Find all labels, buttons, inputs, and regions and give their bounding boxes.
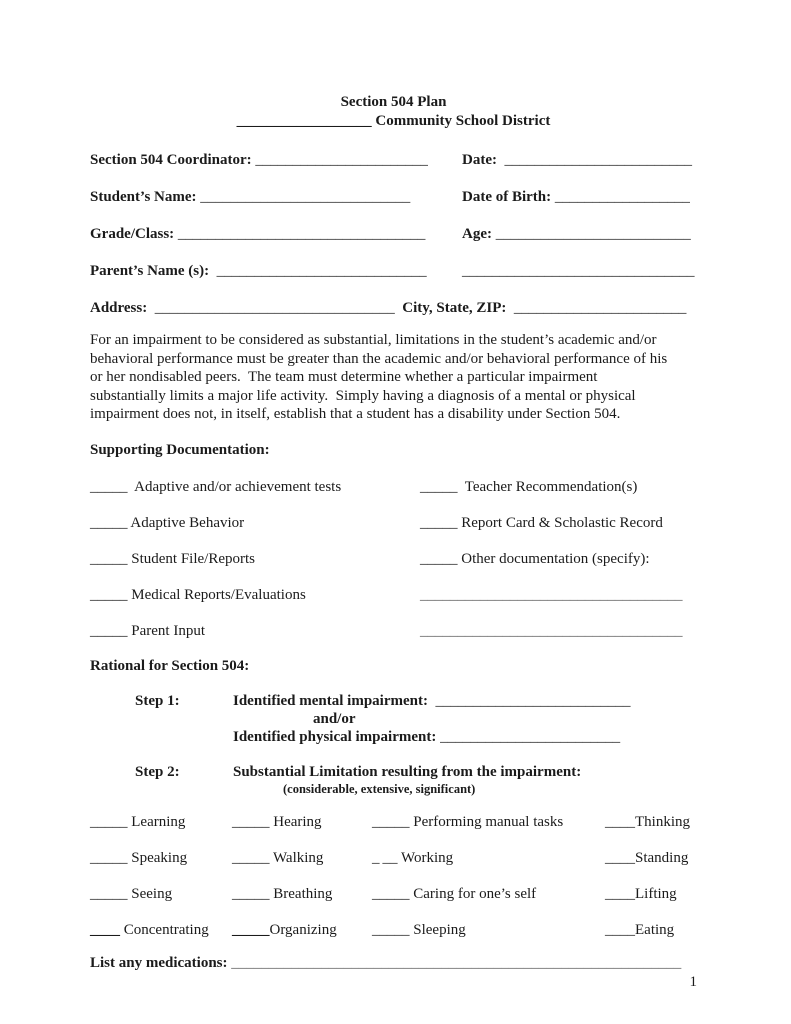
limitation-lifting — [605, 885, 697, 903]
form-row-address — [90, 299, 697, 317]
andor-label: and/or — [313, 710, 356, 727]
limitation-label: Speaking — [127, 849, 188, 866]
writein-blank-field: ___________________________________ — [420, 622, 683, 639]
doc-row-5 — [90, 622, 697, 640]
coordinator-label: Section 504 Coordinator: — [90, 152, 256, 168]
step2-label: Step 2: — [135, 763, 180, 780]
limitation-concentrating — [90, 921, 232, 939]
checkbox-blank-field: _____ — [90, 849, 128, 866]
doc-item-other-documentation — [420, 550, 697, 568]
form-row-coordinator-date — [90, 151, 697, 169]
limitation-label: Concentrating — [120, 921, 209, 938]
step2-body — [233, 763, 697, 798]
limitations-row-2 — [90, 849, 697, 867]
limitation-working — [372, 849, 605, 867]
checkbox-blank-field: _____ — [232, 849, 270, 866]
paragraph-line: or her nondisabled peers. The team must determine whether a particular impairment — [90, 369, 598, 385]
doc-item-adaptive-behavior — [90, 514, 420, 532]
citystatezip-label: City, State, ZIP: — [394, 300, 514, 316]
doc-item-label: Medical Reports/Evaluations — [127, 586, 306, 603]
parents-name-label: Parent’s Name (s): — [90, 263, 217, 279]
limitation-performing-manual-tasks — [372, 813, 605, 831]
doc-row-3 — [90, 550, 697, 568]
checkbox-blank-field: _____ — [420, 478, 458, 495]
limitation-label: Walking — [269, 849, 324, 866]
paragraph-line: For an impairment to be considered as substantial, limitations in the student’s academic and/or — [90, 332, 657, 348]
limitation-label: Standing — [635, 849, 689, 866]
limitations-row-3 — [90, 885, 697, 903]
checkbox-blank-field: _____ — [232, 921, 270, 938]
limitation-label: Learning — [127, 813, 186, 830]
doc-item-label: Student File/Reports — [127, 550, 255, 567]
limitation-thinking — [605, 813, 697, 831]
medications-blank-field: ____________________________________________________________ — [231, 954, 682, 971]
date-blank-field: _________________________ — [504, 152, 692, 168]
doc-item-label: Adaptive Behavior — [127, 514, 245, 531]
dob-blank-field: __________________ — [554, 189, 690, 205]
doc-item-adaptive-tests — [90, 478, 420, 496]
checkbox-blank-field: _____ — [420, 514, 458, 531]
limitation-label: Breathing — [269, 885, 333, 902]
step1-block — [90, 692, 697, 746]
checkbox-blank-field: ____ — [605, 849, 635, 866]
substantial-limitation-subnote: (considerable, extensive, significant) — [283, 781, 476, 796]
checkbox-blank-field: _____ — [90, 813, 128, 830]
checkbox-blank-field: _____ — [372, 885, 410, 902]
step1-label: Step 1: — [135, 692, 180, 709]
doc-item-label: Other documentation (specify): — [457, 550, 650, 567]
physical-impairment-line — [233, 728, 697, 746]
parents-name-cell — [90, 262, 462, 280]
limitation-label: Caring for one’s self — [409, 885, 537, 902]
limitation-hearing — [232, 813, 372, 831]
mental-impairment-blank-field: __________________________ — [435, 692, 631, 709]
grade-blank-field: _________________________________ — [177, 226, 426, 242]
physical-impairment-blank-field: ________________________ — [440, 728, 621, 745]
title-block — [90, 93, 697, 130]
checkbox-blank-field: _____ — [420, 550, 458, 567]
paragraph-line: behavioral performance must be greater than the academic and/or behavioral performance of his — [90, 350, 668, 367]
limitation-caring-for-ones-self — [372, 885, 605, 903]
checkbox-blank-field: ____ — [605, 885, 635, 902]
step2-block — [90, 763, 697, 798]
page-number: 1 — [689, 973, 697, 990]
doc-row-2 — [90, 514, 697, 532]
limitations-row-1 — [90, 813, 697, 831]
limitation-label: Eating — [635, 921, 675, 938]
grade-label: Grade/Class: — [90, 226, 178, 242]
age-blank-field: __________________________ — [495, 226, 691, 242]
limitation-learning — [90, 813, 232, 831]
coordinator-blank-field: _______________________ — [255, 152, 428, 168]
limitation-walking — [232, 849, 372, 867]
checkbox-blank-field: _____ — [90, 550, 128, 567]
limitation-organizing — [232, 921, 372, 939]
date-cell — [462, 151, 697, 169]
limitation-speaking — [90, 849, 232, 867]
checkbox-blank-field: _____ — [90, 478, 128, 495]
doc-item-student-file — [90, 550, 420, 568]
doc-item-report-card — [420, 514, 697, 532]
checkbox-blank-field: _____ — [90, 586, 128, 603]
checkbox-blank-field: _____ — [372, 921, 410, 938]
parents-name-blank-field: ____________________________ — [216, 263, 427, 279]
checkbox-blank-field: _____ — [90, 622, 128, 639]
age-label: Age: — [462, 226, 496, 242]
district-line — [90, 112, 697, 130]
limitation-eating — [605, 921, 697, 939]
mental-impairment-label: Identified mental impairment: — [233, 692, 436, 709]
checkbox-blank-field: _ __ — [372, 849, 398, 866]
address-blank-field: ________________________________ — [154, 300, 395, 316]
doc-title: Section 504 Plan — [340, 94, 447, 110]
doc-item-label: Adaptive and/or achievement tests — [127, 478, 342, 495]
age-cell — [462, 225, 697, 243]
dob-cell — [462, 188, 697, 206]
limitations-row-4 — [90, 921, 697, 939]
date-label: Date: — [462, 152, 505, 168]
limitation-label: Hearing — [269, 813, 322, 830]
other-doc-writein-line-1 — [420, 586, 697, 604]
limitation-standing — [605, 849, 697, 867]
doc-item-teacher-recommendation — [420, 478, 697, 496]
doc-item-medical-reports — [90, 586, 420, 604]
limitation-label: Performing manual tasks — [409, 813, 564, 830]
citystatezip-blank-field: _______________________ — [513, 300, 687, 316]
limitation-label: Seeing — [127, 885, 173, 902]
limitation-label: Sleeping — [409, 921, 466, 938]
paragraph-line: impairment does not, in itself, establish that a student has a disability under Section 504. — [90, 406, 621, 422]
student-name-label: Student’s Name: — [90, 189, 201, 205]
limitation-sleeping — [372, 921, 605, 939]
grade-cell — [90, 225, 462, 243]
checkbox-blank-field: ____ — [605, 921, 635, 938]
checkbox-blank-field: _____ — [90, 514, 128, 531]
limitation-label: Working — [397, 849, 454, 866]
checkbox-blank-field: _____ — [372, 813, 410, 830]
doc-item-label: Report Card & Scholastic Record — [457, 514, 663, 531]
doc-item-parent-input — [90, 622, 420, 640]
physical-impairment-label: Identified physical impairment: — [233, 728, 441, 745]
doc-item-label: Parent Input — [127, 622, 205, 639]
dob-label: Date of Birth: — [462, 189, 555, 205]
writein-blank-field: ___________________________________ — [420, 586, 683, 603]
form-row-grade-age — [90, 225, 697, 243]
checkbox-blank-field: _____ — [232, 813, 270, 830]
step1-body — [233, 692, 697, 746]
medications-label: List any medications: — [90, 954, 232, 971]
mental-impairment-line — [233, 692, 697, 710]
coordinator-cell — [90, 151, 462, 169]
limitation-label: Lifting — [635, 885, 677, 902]
step1-row — [90, 692, 697, 746]
limitation-breathing — [232, 885, 372, 903]
student-name-blank-field: ____________________________ — [200, 189, 411, 205]
step2-row — [90, 763, 697, 798]
checkbox-blank-field: _____ — [232, 885, 270, 902]
checkbox-blank-field: ____ — [90, 921, 120, 938]
checkbox-blank-field: _____ — [90, 885, 128, 902]
district-label: Community School District — [371, 113, 551, 129]
parents-name2-blank-field: _______________________________ — [462, 263, 695, 279]
doc-item-label: Teacher Recommendation(s) — [457, 478, 638, 495]
medications-row — [90, 954, 697, 972]
other-doc-writein-line-2 — [420, 622, 697, 640]
parents-name2-cell — [462, 262, 697, 280]
address-label: Address: — [90, 300, 155, 316]
substantial-limitation-heading: Substantial Limitation resulting from the impairment: — [233, 763, 582, 780]
student-name-cell — [90, 188, 462, 206]
district-blank-field: __________________ — [236, 113, 372, 129]
doc-row-4 — [90, 586, 697, 604]
limitation-seeing — [90, 885, 232, 903]
doc-row-1 — [90, 478, 697, 496]
checkbox-blank-field: ____ — [605, 813, 635, 830]
impairment-paragraph — [90, 331, 697, 424]
limitation-label: Thinking — [635, 813, 690, 830]
paragraph-line: substantially limits a major life activity. Simply having a diagnosis of a mental or physical — [90, 387, 636, 404]
limitation-label: Organizing — [269, 921, 337, 938]
supporting-documentation-heading: Supporting Documentation: — [90, 441, 270, 458]
form-row-student-dob — [90, 188, 697, 206]
rational-heading: Rational for Section 504: — [90, 657, 250, 674]
form-row-parents — [90, 262, 697, 280]
